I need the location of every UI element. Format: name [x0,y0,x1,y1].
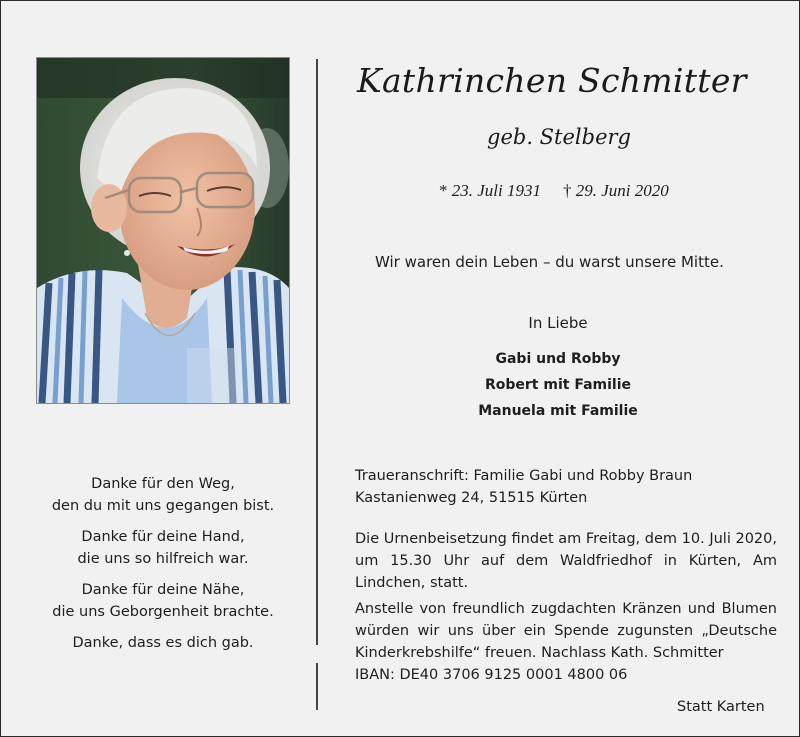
donation-line: Kinderkrebshilfe“ freuen. Nachlass Kath. Schmitter [355,645,724,661]
death-symbol: † [563,181,572,200]
life-dates [439,181,669,201]
donation-notice [355,598,777,686]
poem-line: Danke für den Weg, [91,476,235,492]
motto: Wir waren dein Leben – du warst unsere Mitte. [375,253,724,271]
birth-symbol: * [439,181,448,200]
poem-line: den du mit uns gegangen bist. [51,498,275,514]
birth-name: geb. Stelberg [487,125,631,149]
mourners-list [317,346,799,424]
poem-line: die uns Geborgenheit brachte. [52,604,274,620]
notice-line: Lindchen, statt. [355,575,469,591]
death-date: 29. Juni 2020 [575,181,669,200]
closing-phrase: In Liebe [528,314,588,332]
donation-line: würden wir uns über ein Spende zugunsten „Deutsche [355,623,777,639]
birth-date: 23. Juli 1931 [451,181,541,200]
mourner-name: Manuela mit Familie [478,403,638,419]
iban-line: IBAN: DE40 3706 9125 0001 4800 06 [355,667,628,683]
mourning-address [355,465,777,509]
burial-notice [355,528,777,594]
poem-line: die uns so hilfreich war. [77,551,249,567]
notice-line: um 15.30 Uhr auf dem Waldfriedhof in Kürten, Am [355,553,777,569]
notice-line: Die Urnenbeisetzung findet am Freitag, dem 10. Juli 2020, [355,531,777,547]
address-line: Kastanienweg 24, 51515 Kürten [355,490,588,506]
poem-line: Danke für deine Nähe, [81,582,245,598]
portrait-photo [36,57,290,404]
mourner-name: Robert mit Familie [484,377,631,393]
poem-stanza [37,579,289,623]
poem-stanza [37,473,289,517]
deceased-name: Kathrinchen Schmitter [357,61,747,100]
mourner-name: Gabi und Robby [495,351,621,367]
poem-line: Danke, dass es dich gab. [72,635,254,651]
poem [37,473,289,663]
footer-note: Statt Karten [677,699,765,715]
donation-line: Anstelle von freundlich zugdachten Kränzen und Blumen [355,601,777,617]
divider-line-lower [316,663,318,710]
poem-stanza [37,632,289,654]
poem-stanza [37,526,289,570]
poem-line: Danke für deine Hand, [81,529,245,545]
address-line: Traueranschrift: Familie Gabi und Robby Braun [355,468,693,484]
